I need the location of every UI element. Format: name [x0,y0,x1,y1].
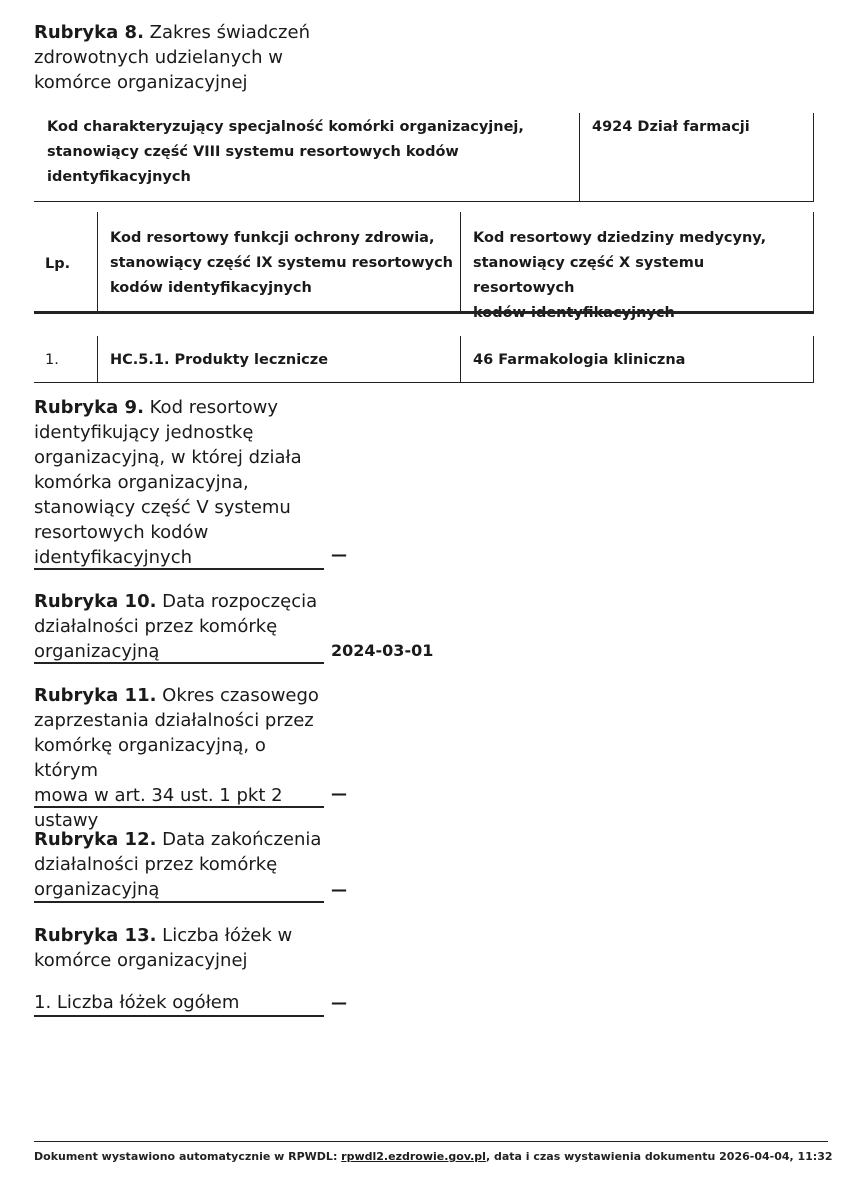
rubryka-12-text-line: działalności przez komórkę [34,854,278,875]
rubryka-12-label: Rubryka 12. [34,829,157,850]
rubryka-13-text-line: Liczba łóżek w [156,925,293,946]
rubryka-8-heading [34,20,324,95]
rubryka-9-text-line: komórka organizacyjna, [34,472,249,493]
row-lp: 1. [45,352,59,368]
rubryka-8-title-line: zdrowotnych udzielanych w [34,47,283,68]
specialty-code-label [47,115,572,190]
rubryka-12-underline [34,901,324,903]
table-header-line: kodów identyfikacyjnych [473,305,675,321]
rubryka-11-text-line: ustawy [34,810,99,831]
table-header-line: Kod resortowy funkcji ochrony zdrowia, [110,230,435,246]
rubryka-10-underline [34,662,324,664]
footer-link[interactable]: rpwdl2.ezdrowie.gov.pl [341,1150,486,1163]
specialty-code-label-line: identyfikacyjnych [47,169,191,185]
rubryka-9-text-line: identyfikacyjnych [34,547,193,568]
rubryka-9-text-line: resortowych kodów [34,522,209,543]
row-function-code: HC.5.1. Produkty lecznicze [110,352,329,368]
rubryka-11-text-line: zaprzestania działalności przez [34,710,314,731]
rubryka-9-underline [34,568,324,570]
bed-count-underline [34,1015,324,1017]
rubryka-11-text-line: Okres czasowego [156,685,319,706]
table1-bottom-border [34,201,814,202]
rubryka-10-text-line: organizacyjną [34,641,160,662]
table2-header-divider [460,212,461,312]
rubryka-11-text-line: mowa w art. 34 ust. 1 pkt 2 [34,785,283,806]
rubryka-10-value: 2024-03-01 [331,641,434,660]
rubryka-9 [34,395,324,570]
table-header-line: stanowiący część IX systemu resortowych [110,255,453,271]
table-header-function-code [110,226,455,301]
table2-header-divider [97,212,98,312]
rubryka-12-text-line: Data zakończenia [156,829,322,850]
footer-divider [34,1141,828,1142]
rubryka-11-label: Rubryka 11. [34,685,157,706]
rubryka-13-text-line: komórce organizacyjnej [34,950,248,971]
rubryka-9-text-line: stanowiący część V systemu [34,497,291,518]
table2-header-bottom-border [34,311,814,314]
rubryka-9-text-line: organizacyjną, w której działa [34,447,302,468]
table1-divider [579,113,580,201]
rubryka-9-text-line: Kod resortowy [143,397,279,418]
rubryka-9-value: — [331,545,347,564]
footer-prefix: Dokument wystawiono automatycznie w RPWDL: [34,1150,342,1163]
rubryka-12-value: — [331,880,347,899]
rubryka-13-label: Rubryka 13. [34,925,157,946]
rubryka-12-text-line: organizacyjną [34,879,160,900]
specialty-code-value: 4924 Dział farmacji [592,119,750,135]
rubryka-10-text-line: Data rozpoczęcia [156,591,318,612]
table-header-line: Kod resortowy dziedziny medycyny, [473,230,767,246]
rubryka-11-underline [34,806,324,808]
rubryka-12 [34,827,324,903]
specialty-code-label-line: stanowiący część VIII systemu resortowych kodów [47,144,459,160]
rubryka-8-label: Rubryka 8. [34,22,144,43]
footer-suffix: , data i czas wystawienia dokumentu 2026-04-04, 11:32 [485,1150,833,1163]
rubryka-11 [34,683,324,831]
table1-right-border [813,113,814,201]
table2-header-right-border [813,212,814,312]
rubryka-11-text-line: komórkę organizacyjną, o którym [34,735,266,781]
bed-count-label: 1. Liczba łóżek ogółem [34,992,240,1013]
rubryka-8-title-line: Zakres świadczeń [143,22,310,43]
table2-row-divider [460,336,461,383]
rubryka-11-value: — [331,784,347,803]
rubryka-10-label: Rubryka 10. [34,591,157,612]
table-header-lp: Lp. [45,256,71,272]
table2-bottom-border [34,382,814,383]
row-domain-code: 46 Farmakologia kliniczna [473,352,686,368]
footer [34,1150,833,1163]
table2-row-divider [97,336,98,383]
rubryka-13 [34,923,324,973]
rubryka-8-title-line: komórce organizacyjnej [34,72,248,93]
specialty-code-label-line: Kod charakteryzujący specjalność komórki organizacyjnej, [47,119,524,135]
table-header-line: kodów identyfikacyjnych [110,280,312,296]
rubryka-9-text-line: identyfikujący jednostkę [34,422,254,443]
table2-row-right-border [813,336,814,383]
rubryka-10-text-line: działalności przez komórkę [34,616,278,637]
rubryka-10 [34,589,324,664]
table-header-line: stanowiący część X systemu resortowych [473,255,705,296]
rubryka-9-label: Rubryka 9. [34,397,144,418]
rubryka-13-bed-count [34,990,324,1017]
bed-count-value: — [331,993,347,1012]
